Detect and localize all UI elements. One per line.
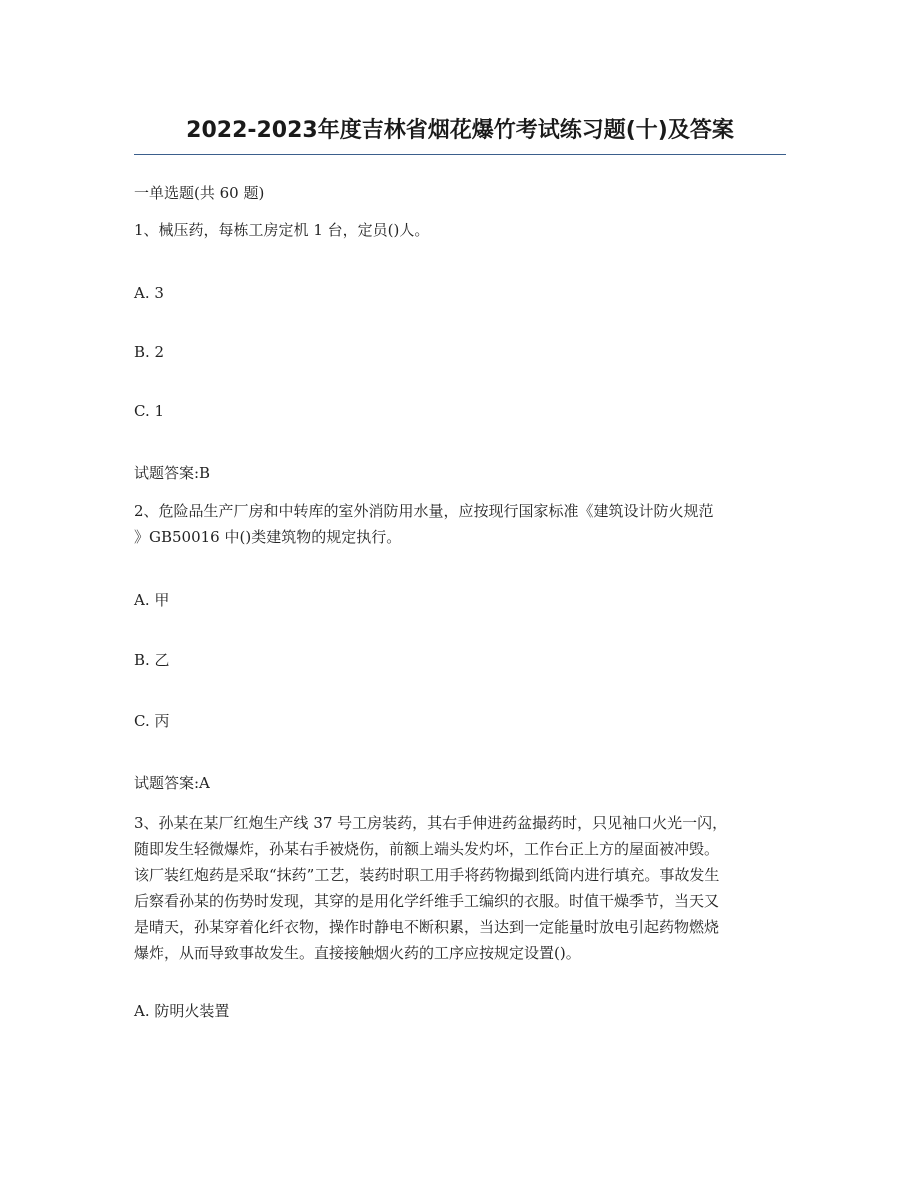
- question-1-option-c: C. 1: [134, 402, 165, 420]
- question-1-answer: 试题答案:B: [134, 464, 211, 482]
- question-1-option-b: B. 2: [134, 343, 165, 361]
- question-2-stem-line-2: 》GB50016 中()类建筑物的规定执行。: [134, 528, 402, 546]
- question-3-stem-line-6: 爆炸，从而导致事故发生。直接接触烟火药的工序应按规定设置()。: [134, 944, 581, 962]
- question-3-option-a: A. 防明火装置: [134, 1002, 230, 1020]
- question-3-stem-line-4: 后察看孙某的伤势时发现，其穿的是用化学纤维手工编织的衣服。时值干燥季节，当天又: [134, 892, 720, 910]
- question-2-option-b: B. 乙: [134, 651, 170, 669]
- question-2-option-c: C. 丙: [134, 712, 170, 730]
- title-underline: [134, 154, 786, 155]
- question-1-stem: 1、械压药，每栋工房定机 1 台，定员()人。: [134, 221, 430, 239]
- question-2-option-a: A. 甲: [134, 591, 170, 609]
- question-2-answer: 试题答案:A: [134, 774, 210, 792]
- question-3-stem-line-5: 是晴天，孙某穿着化纤衣物，操作时静电不断积累，当达到一定能量时放电引起药物燃烧: [134, 918, 720, 936]
- question-2-stem-line-1: 2、危险品生产厂房和中转库的室外消防用水量，应按现行国家标准《建筑设计防火规范: [134, 502, 714, 520]
- question-3-stem-line-2: 随即发生轻微爆炸，孙某右手被烧伤，前额上端头发灼坏，工作台正上方的屋面被冲毁。: [134, 840, 720, 858]
- question-1-option-a: A. 3: [134, 284, 164, 302]
- question-3-stem-line-3: 该厂装红炮药是采取“抹药”工艺，装药时职工用手将药物撮到纸筒内进行填充。事故发生: [134, 866, 720, 884]
- question-3-stem-line-1: 3、孙某在某厂红炮生产线 37 号工房装药，其右手伸进药盆撮药时，只见袖口火光一闪，: [134, 814, 728, 832]
- section-header: 一单选题(共 60 题): [134, 184, 265, 202]
- document-title: 2022-2023年度吉林省烟花爆竹考试练习题(十)及答案: [186, 118, 734, 143]
